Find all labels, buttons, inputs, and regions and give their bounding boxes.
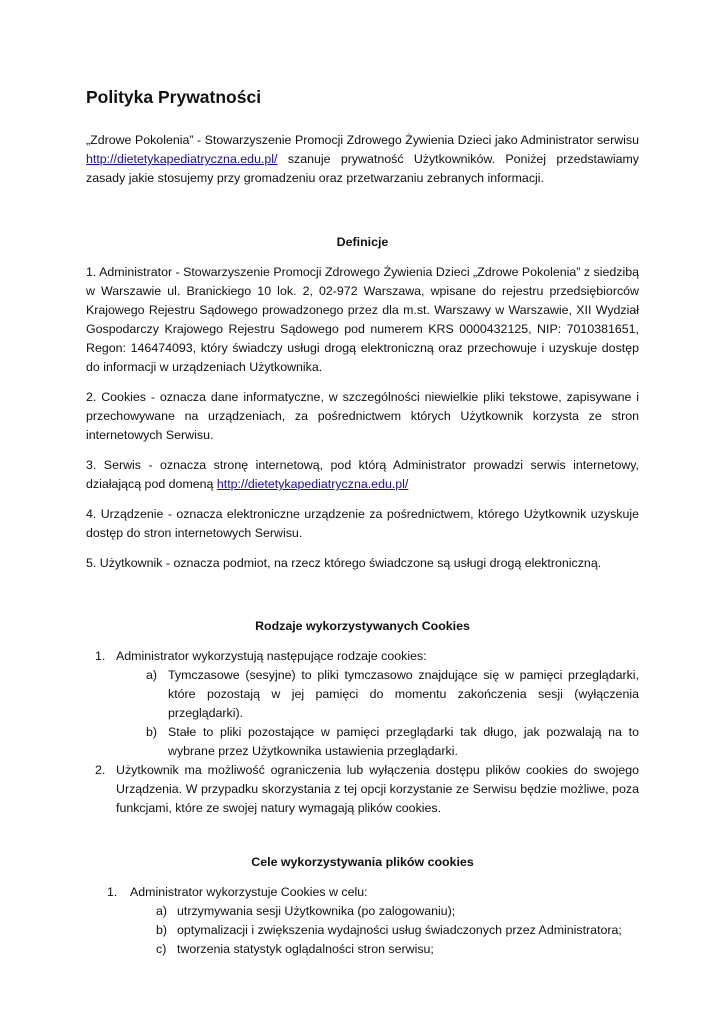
sub-list-item-text: optymalizacji i zwiększenia wydajności usług świadczonych przez Administratora; — [177, 923, 622, 937]
cookie-purposes-heading: Cele wykorzystywania plików cookies — [251, 855, 474, 869]
cookie-purposes-list — [86, 883, 639, 959]
sub-list-letter: a) — [146, 668, 158, 682]
sub-list-item-text: Tymczasowe (sesyjne) to pliki tymczasowo znajdujące się w pamięci przeglądarki, które pozostają w jej pamięci do momentu zakończenia sesji (wyłączenia przeglądarki). — [168, 668, 639, 720]
definitions-heading: Definicje — [336, 235, 389, 249]
intro-site-link[interactable]: http://dietetykapediatryczna.edu.pl/ — [86, 152, 278, 166]
definition-urzadzenie: 4. Urządzenie - oznacza elektroniczne urządzenie za pośrednictwem, którego Użytkownik uzyskuje dostęp do stron internetowych Serwisu. — [86, 507, 639, 540]
sub-list-item-text: utrzymywania sesji Użytkownika (po zalogowaniu); — [177, 904, 456, 918]
list-item-text: Użytkownik ma możliwość ograniczenia lub wyłączenia dostępu plików cookies do swojego Urządzenia. W przypadku skorzystania z tej opcji korzystanie ze Serwisu będzie możliwe, poza funkcjami, które ze swojej natury wymagają plików cookies. — [116, 763, 639, 815]
cookie-types-heading: Rodzaje wykorzystywanych Cookies — [255, 619, 470, 633]
intro-text-start: „Zdrowe Pokolenia” - Stowarzyszenie Promocji Zdrowego Żywienia Dzieci jako Administrator serwisu — [86, 133, 639, 147]
page-title: Polityka Prywatności — [86, 87, 262, 107]
list-number: 1. — [107, 885, 118, 899]
list-number: 2. — [95, 763, 106, 777]
sub-list-item-text: tworzenia statystyk oglądalności stron serwisu; — [177, 942, 434, 956]
list-item — [86, 761, 639, 818]
intro-paragraph — [86, 131, 639, 188]
definition-administrator: 1. Administrator - Stowarzyszenie Promocji Zdrowego Żywienia Dzieci „Zdrowe Pokolenia” z siedzibą w Warszawie ul. Branickiego 10 lok. 2, 02-972 Warszawa, wpisane do rejestru przedsiębiorców Krajowego Rejestru Sądowego prowadzonego przez dla m.st. Warszawy w Warszawie, XII Wydział Gospodarczy Krajowego Rejestru Sądowego pod numerem KRS 0000432125, NIP: 7010381651, Regon: 146474093, który świadczy usługi drogą elektroniczną oraz przechowuje i uzyskuje dostęp do informacji w urządzeniach Użytkownika. — [86, 265, 639, 374]
definition-uzytkownik: 5. Użytkownik - oznacza podmiot, na rzecz którego świadczone są usługi drogą elektroniczną. — [86, 556, 602, 570]
definition-serwis — [86, 456, 639, 494]
document-page — [86, 84, 639, 959]
list-item-text: Administrator wykorzystuje Cookies w celu: — [130, 885, 368, 899]
definition-cookies: 2. Cookies - oznacza dane informatyczne, w szczególności niewielkie pliki tekstowe, zapisywane i przechowywane na urządzeniach, za pośrednictwem których Użytkownik korzysta ze stron internetowych Serwisu. — [86, 390, 639, 442]
list-item — [86, 647, 639, 761]
sub-list-letter: b) — [156, 923, 168, 937]
sub-list-letter: a) — [156, 904, 168, 918]
list-number: 1. — [95, 649, 106, 663]
sub-list-item-text: Stałe to pliki pozostające w pamięci przeglądarki tak długo, jak pozwalają na to wybrane przez Użytkownika ustawienia przeglądarki. — [168, 725, 639, 758]
sub-list-item — [86, 921, 639, 940]
sub-list-item — [116, 723, 639, 761]
sub-list-item — [86, 902, 639, 921]
sub-list-item — [116, 666, 639, 723]
sub-list-item — [86, 940, 639, 959]
sub-list-letter: c) — [156, 942, 167, 956]
cookie-types-list — [86, 647, 639, 818]
intro-text-end: szanuje prywatność Użytkowników. Poniżej przedstawiamy zasady jakie stosujemy przy gromadzeniu oraz przetwarzaniu zebranych informacji. — [86, 152, 639, 185]
list-item — [86, 883, 639, 902]
list-item-text: Administrator wykorzystują następujące rodzaje cookies: — [116, 649, 427, 663]
definition-serwis-text: 3. Serwis - oznacza stronę internetową, pod którą Administrator prowadzi serwis internetowy, działającą pod domeną — [86, 458, 639, 491]
sub-list-letter: b) — [146, 725, 158, 739]
definition-serwis-link[interactable]: http://dietetykapediatryczna.edu.pl/ — [216, 477, 409, 491]
sub-list — [116, 666, 639, 761]
